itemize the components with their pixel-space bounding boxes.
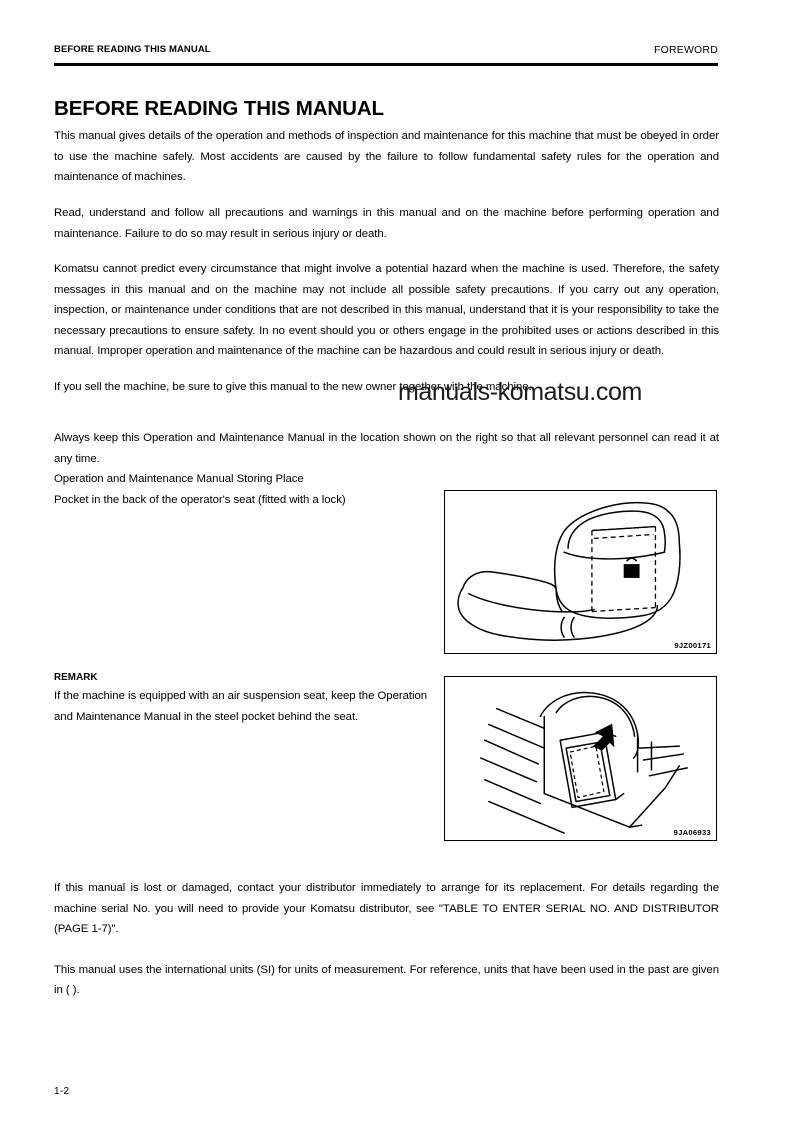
main-text-column [54, 98, 719, 420]
paragraph-keep-manual-location: Always keep this Operation and Maintenance Manual in the location shown on the right so that all relevant personnel can read it at any time. [54, 432, 719, 465]
figure-code-2: 9JA06933 [673, 828, 711, 837]
header-divider-rule [54, 63, 718, 66]
header-chapter-title: FOREWORD [653, 44, 718, 56]
page-number: 1-2 [54, 1086, 70, 1097]
storing-place-heading: Operation and Maintenance Manual Storing Place [54, 473, 304, 486]
paragraph-lost-or-damaged: If this manual is lost or damaged, contact your distributor immediately to arrange for its replacement. For details regarding the machine serial No. you will need to provide your Komatsu distributor, see "TABLE TO ENTER SERIAL NO. AND DISTRIBUTOR (PAGE 1-7)". [54, 882, 719, 936]
figure-code-1: 9JZ00171 [674, 641, 711, 650]
remark-text: If the machine is equipped with an air suspension seat, keep the Operation and Maintenance Manual in the steel pocket behind the seat. [54, 690, 428, 723]
page-title: BEFORE READING THIS MANUAL [54, 97, 384, 120]
padlock-icon [624, 558, 640, 578]
arrow-icon [594, 724, 614, 750]
header-section-title: BEFORE READING THIS MANUAL [54, 44, 211, 55]
paragraph-sell-machine: If you sell the machine, be sure to give this manual to the new owner together with the machine. [54, 381, 532, 394]
remark-block [54, 672, 429, 727]
seat-illustration-drawing [445, 491, 716, 653]
remark-label: REMARK [54, 672, 98, 683]
figure-operator-seat-pocket [444, 490, 717, 654]
steel-pocket-illustration-drawing [445, 677, 716, 840]
site-watermark: manuals-komatsu.com [398, 378, 642, 406]
tail-text-block [54, 878, 719, 1016]
paragraph-read-precautions: Read, understand and follow all precautions and warnings in this manual and on the machine before performing operation and maintenance. Failure to do so may result in serious injury or death. [54, 206, 719, 240]
paragraph-hazard-responsibility: Komatsu cannot predict every circumstance that might involve a potential hazard when the machine is used. Therefore, the safety messages in this manual and on the machine may not include all possible safety precautions. If you carry out any operation, inspection, or maintenance under conditions that are not described in this manual, understand that it is your responsibility to take the necessary precautions to ensure safety. In no event should you or others engage in the prohibited uses or actions described in this manual. Improper operation and maintenance of the machine can be hazardous and could result in serious injury or death. [54, 263, 719, 358]
storing-place-detail: Pocket in the back of the operator's seat (fitted with a lock) [54, 493, 346, 506]
figure-steel-pocket [444, 676, 717, 841]
paragraph-manual-purpose: This manual gives details of the operation and methods of inspection and maintenance for this machine that must be obeyed in order to use the machine safely. Most accidents are caused by the failure to follow fundamental safety rules for the operation and maintenance of machines. [54, 130, 719, 184]
paragraph-si-units: This manual uses the international units (SI) for units of measurement. For reference, units that have been used in the past are given in ( ). [54, 963, 719, 997]
